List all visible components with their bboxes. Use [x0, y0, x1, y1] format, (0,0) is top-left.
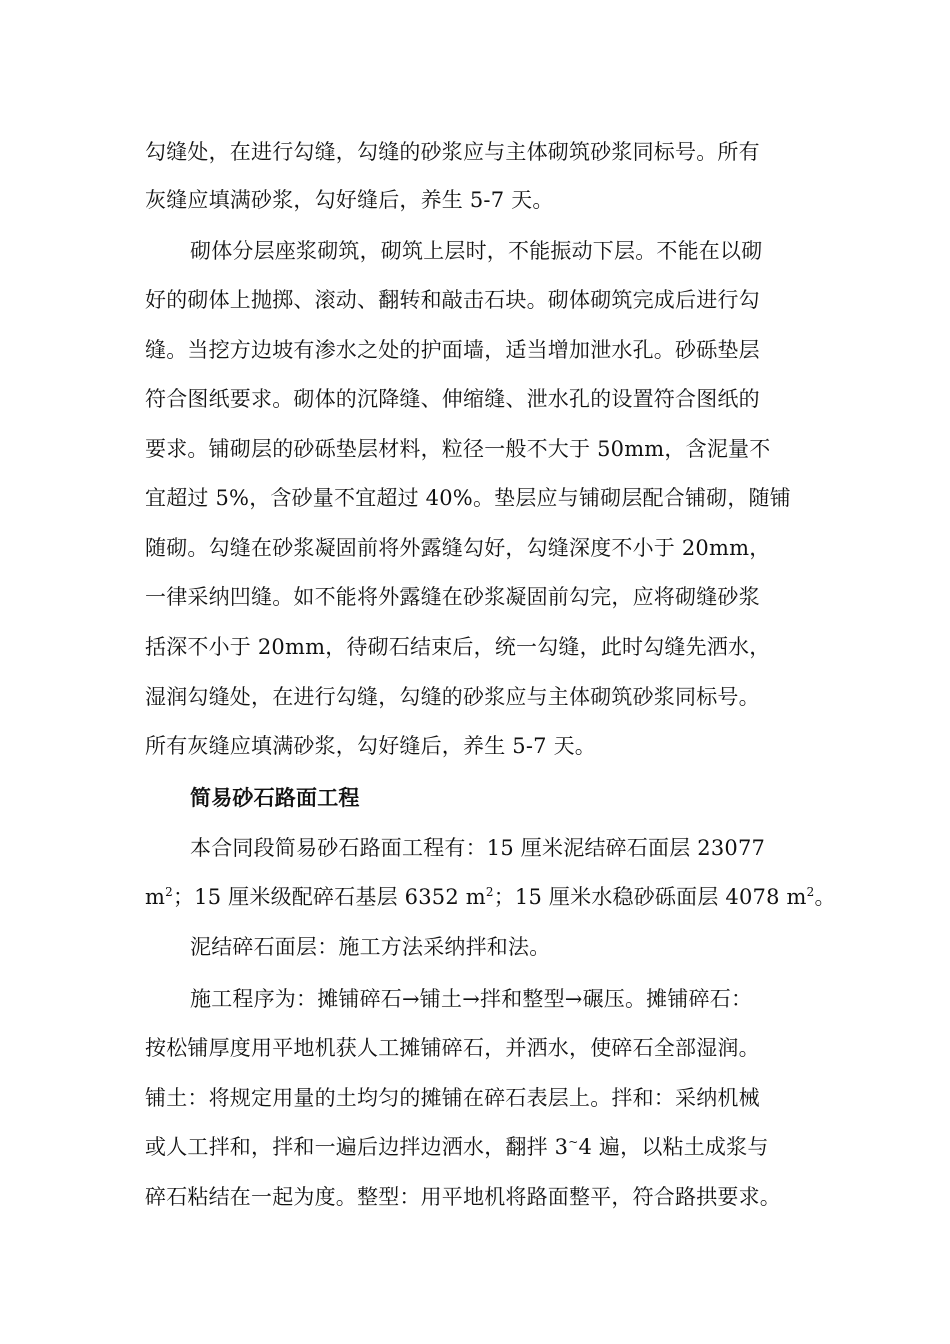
- text-line: 一律采纳凹缝。如不能将外露缝在砂浆凝固前勾完，应将砌缝砂浆: [145, 585, 760, 609]
- area-spec-line: [145, 884, 836, 910]
- text-line: 括深不小于 20mm，待砌石结束后，统一勾缝，此时勾缝先洒水，: [145, 635, 771, 659]
- area-spec-part: m: [145, 885, 166, 909]
- section-heading: 简易砂石路面工程: [190, 785, 360, 810]
- superscript: ~: [568, 1135, 579, 1149]
- superscript: 2: [485, 885, 494, 899]
- mix-spec-line: [145, 1134, 769, 1160]
- paragraph-start-line: 泥结碎石面层：施工方法采纳拌和法。: [190, 935, 551, 959]
- text-line: 随砌。勾缝在砂浆凝固前将外露缝勾好，勾缝深度不小于 20mm，: [145, 536, 771, 560]
- paragraph-start-line: 施工程序为：摊铺碎石→铺土→拌和整型→碾压。摊铺碎石：: [190, 987, 753, 1011]
- text-line: 好的砌体上抛掷、滚动、翻转和敲击石块。砌体砌筑完成后进行勾: [145, 288, 760, 312]
- text-line: 所有灰缝应填满砂浆，勾好缝后，养生 5-7 天。: [145, 734, 596, 758]
- text-line: 灰缝应填满砂浆，勾好缝后，养生 5-7 天。: [145, 188, 554, 212]
- area-spec-part: ；15 厘米级配碎石基层 6352 m: [172, 885, 486, 909]
- superscript: 2: [165, 885, 173, 899]
- text-line: 碎石粘结在一起为度。整型：用平地机将路面整平，符合路拱要求。: [145, 1185, 781, 1209]
- text-line: 缝。当挖方边坡有渗水之处的护面墙，适当增加泄水孔。砂砾垫层: [145, 338, 760, 362]
- text-line: 湿润勾缝处，在进行勾缝，勾缝的砂浆应与主体砌筑砂浆同标号。: [145, 685, 760, 709]
- paragraph-start-line: 本合同段简易砂石路面工程有：15 厘米泥结碎石面层 23077: [190, 836, 766, 860]
- paragraph-start-line: 砌体分层座浆砌筑，砌筑上层时，不能振动下层。不能在以砌: [190, 239, 763, 263]
- superscript: 2: [806, 885, 815, 899]
- text-line: 要求。铺砌层的砂砾垫层材料，粒径一般不大于 50mm，含泥量不: [145, 437, 771, 461]
- area-spec-part: ；15 厘米水稳砂砾面层 4078 m: [493, 885, 807, 909]
- mix-spec-part: 或人工拌和，拌和一遍后边拌边洒水，翻拌 3: [145, 1135, 569, 1159]
- text-line: 符合图纸要求。砌体的沉降缝、伸缩缝、泄水孔的设置符合图纸的: [145, 387, 760, 411]
- text-line: 勾缝处，在进行勾缝，勾缝的砂浆应与主体砌筑砂浆同标号。所有: [145, 140, 760, 164]
- text-line: 铺土：将规定用量的土均匀的摊铺在碎石表层上。拌和：采纳机械: [145, 1086, 760, 1110]
- text-line: 按松铺厚度用平地机获人工摊铺碎石，并洒水，使碎石全部湿润。: [145, 1036, 760, 1060]
- area-spec-part: 。: [814, 885, 836, 909]
- mix-spec-part: 4 遍，以粘土成浆与: [578, 1135, 769, 1159]
- text-line: 宜超过 5%，含砂量不宜超过 40%。垫层应与铺砌层配合铺砌，随铺: [145, 486, 791, 510]
